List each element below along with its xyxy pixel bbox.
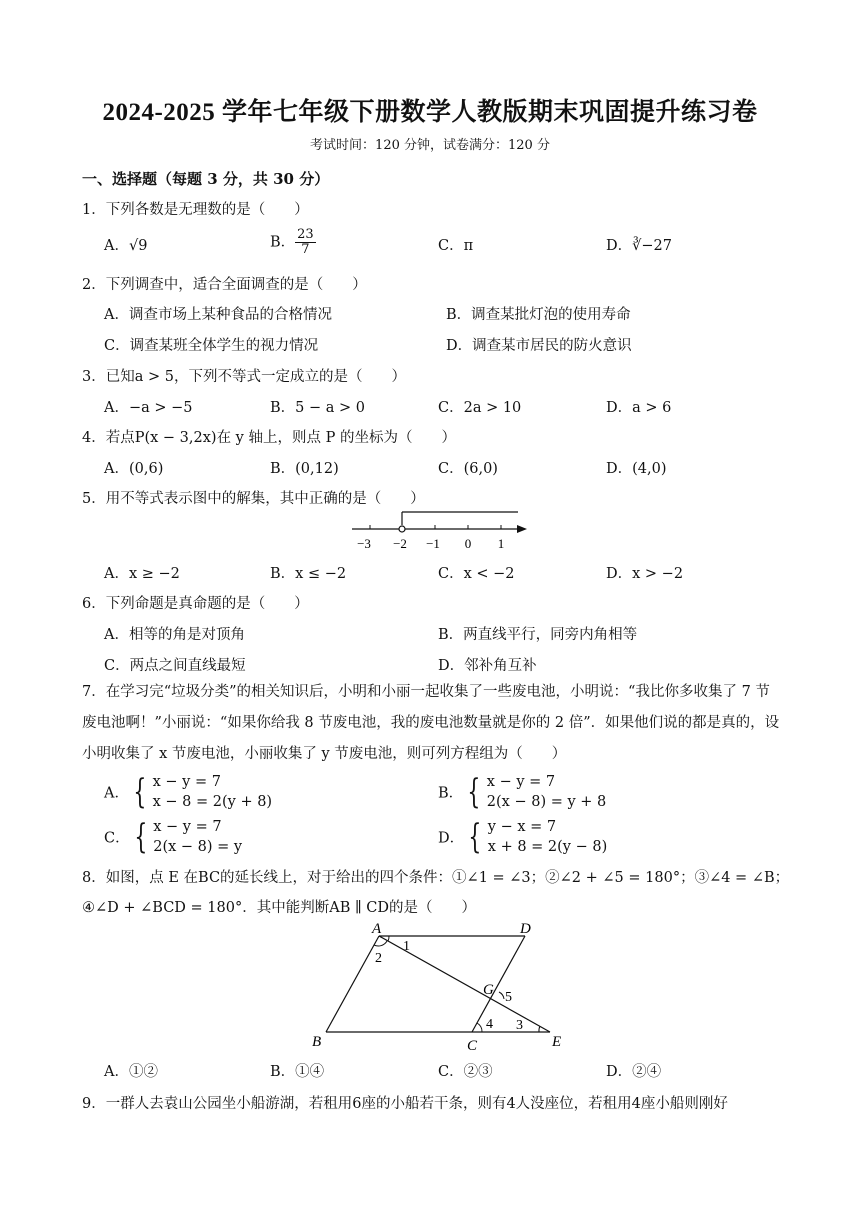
arrow-head-icon (517, 525, 527, 533)
equation-line: x − y = 7 (152, 774, 221, 790)
angle-4-arc (477, 1023, 482, 1032)
question-3-option-b: B．5 − a > 0 (270, 400, 365, 416)
question-1-option-d (606, 234, 672, 255)
question-2-option-c: C．调查某班全体学生的视力情况 (104, 338, 319, 354)
question-5-option-a: A．x ≥ −2 (104, 566, 180, 582)
question-3-option-c: C．2a > 10 (438, 400, 522, 416)
option-label: D． (606, 238, 633, 254)
question-2-option-b: B．调查某批灯泡的使用寿命 (446, 307, 631, 323)
angle-label: 2 (375, 951, 382, 966)
question-7-stem: 7．在学习完“垃圾分类”的相关知识后，小明和小丽一起收集了一些废电池，小明说：“我比你多收集了 7 节废电池啊！”小丽说：“如果你给我 8 节废电池，我的废电池数量就是你的 2 倍”．如果他们说的都是真的，设小明收集了 x 节废电池，小丽收集了 y 节废电池，则可列方程组为（ ） (82, 684, 780, 762)
question-5-option-c: C．x < −2 (438, 566, 515, 582)
point-label: B (312, 1034, 322, 1050)
point-label: G (483, 982, 494, 998)
angle-label: 1 (403, 939, 410, 954)
equation-system (129, 772, 272, 812)
tick-label: 1 (497, 536, 505, 551)
denominator: 7 (301, 242, 310, 257)
equation-line: 2(x − 8) = y (153, 839, 243, 855)
equation-line: x + 8 = 2(y − 8) (487, 839, 608, 855)
option-label: A． (104, 238, 129, 254)
option-label: B． (438, 785, 464, 802)
question-2-option-a: A．调查市场上某种食品的合格情况 (104, 307, 332, 323)
question-4-stem: 4．若点P(x − 3,2x)在 y 轴上，则点 P 的坐标为（ ） (82, 430, 456, 446)
point-label: A (372, 921, 382, 937)
option-label: C． (104, 830, 130, 847)
question-5-option-b: B．x ≤ −2 (270, 566, 347, 582)
sqrt-9: √9 (128, 238, 148, 254)
cube-root-minus-27: ∛−27 (632, 238, 672, 254)
exam-info: 考试时间：120 分钟，试卷满分：120 分 (310, 138, 550, 153)
question-8-stem-line-1: 8．如图，点 E 在BC的延长线上，对于给出的四个条件：①∠1 = ∠3；②∠2 + ∠5 = 180°；③∠4 = ∠B； (82, 870, 790, 886)
question-2-option-d: D．调查某市居民的防火意识 (446, 338, 632, 354)
equation-line: x − y = 7 (153, 819, 222, 835)
question-3-option-d: D．a > 6 (606, 400, 672, 416)
question-1-option-c: C．π (438, 238, 474, 254)
question-6-stem: 6．下列命题是真命题的是（ ） (82, 596, 309, 612)
question-1-option-a (104, 234, 147, 255)
question-7-option-a (104, 772, 272, 812)
tick-label: −3 (357, 536, 371, 551)
question-7-option-c (104, 817, 242, 857)
point-label: E (552, 1034, 562, 1050)
equation-line: 2(x − 8) = y + 8 (486, 794, 607, 810)
question-5-stem: 5．用不等式表示图中的解集，其中正确的是（ ） (82, 491, 425, 507)
segment-ab (326, 936, 379, 1032)
equation-system (463, 772, 606, 812)
angle-3-arc (539, 1026, 540, 1032)
question-6-option-b: B．两直线平行，同旁内角相等 (438, 627, 638, 643)
question-4-option-c: C．(6,0) (438, 461, 498, 477)
fraction-23-7 (295, 228, 316, 257)
question-8-option-d: D．②④ (606, 1064, 662, 1080)
question-1-stem: 1．下列各数是无理数的是（ ） (82, 202, 309, 218)
tick-label: 0 (464, 536, 472, 551)
equation-line: x − y = 7 (486, 774, 556, 790)
question-4-option-b: B．(0,12) (270, 461, 339, 477)
question-6-option-a: A．相等的角是对顶角 (104, 627, 245, 643)
question-3-stem: 3．已知a > 5，下列不等式一定成立的是（ ） (82, 369, 406, 385)
tick-label: −1 (426, 536, 440, 551)
question-9-stem: 9．一群人去袁山公园坐小船游湖，若租用6座的小船若干条，则有4人没座位，若租用4座小船则刚好 (82, 1096, 728, 1112)
question-6-option-c: C．两点之间直线最短 (104, 658, 246, 674)
equation-line: x − 8 = 2(y + 8) (152, 794, 273, 810)
angle-label: 5 (505, 990, 512, 1005)
option-label: A． (104, 785, 129, 802)
open-circle-endpoint (399, 526, 405, 532)
question-8-option-c: C．②③ (438, 1064, 493, 1080)
equation-line: y − x = 7 (487, 819, 557, 835)
question-8-stem-line-2: ④∠D + ∠BCD = 180°．其中能判断AB ∥ CD的是（ ） (82, 900, 476, 916)
question-8-option-b: B．①④ (270, 1064, 325, 1080)
question-5-option-d: D．x > −2 (606, 566, 684, 582)
question-7-option-b (438, 772, 606, 812)
option-label: D． (438, 830, 465, 847)
point-label: C (467, 1038, 478, 1054)
left-brace-icon: { (133, 817, 147, 857)
left-brace-icon: { (133, 772, 147, 812)
question-6-option-d: D．邻补角互补 (438, 658, 537, 674)
angle-1-arc (388, 936, 389, 941)
question-1-option-b (270, 228, 316, 257)
number-line-figure (340, 505, 540, 553)
page-title: 2024-2025 学年七年级下册数学人教版期末巩固提升练习卷 (102, 99, 758, 126)
option-label: B． (270, 234, 296, 251)
question-8-option-a: A．①② (104, 1064, 158, 1080)
equation-system (464, 817, 607, 857)
left-brace-icon: { (468, 817, 482, 857)
geometry-figure (300, 915, 590, 1055)
question-2-stem: 2．下列调查中，适合全面调查的是（ ） (82, 277, 367, 293)
angle-label: 4 (486, 1017, 493, 1032)
equation-system (130, 817, 243, 857)
left-brace-icon: { (467, 772, 481, 812)
question-4-option-d: D．(4,0) (606, 461, 667, 477)
question-3-option-a: A．−a > −5 (104, 400, 193, 416)
tick-label: −2 (393, 536, 407, 551)
angle-5-arc (499, 992, 504, 999)
angle-label: 3 (516, 1018, 523, 1033)
point-label: D (520, 921, 531, 937)
section-heading: 一、选择题（每题 3 分，共 30 分） (82, 170, 330, 188)
numerator: 23 (297, 227, 314, 242)
question-4-option-a: A．(0,6) (104, 461, 164, 477)
question-7-option-d (438, 817, 607, 857)
